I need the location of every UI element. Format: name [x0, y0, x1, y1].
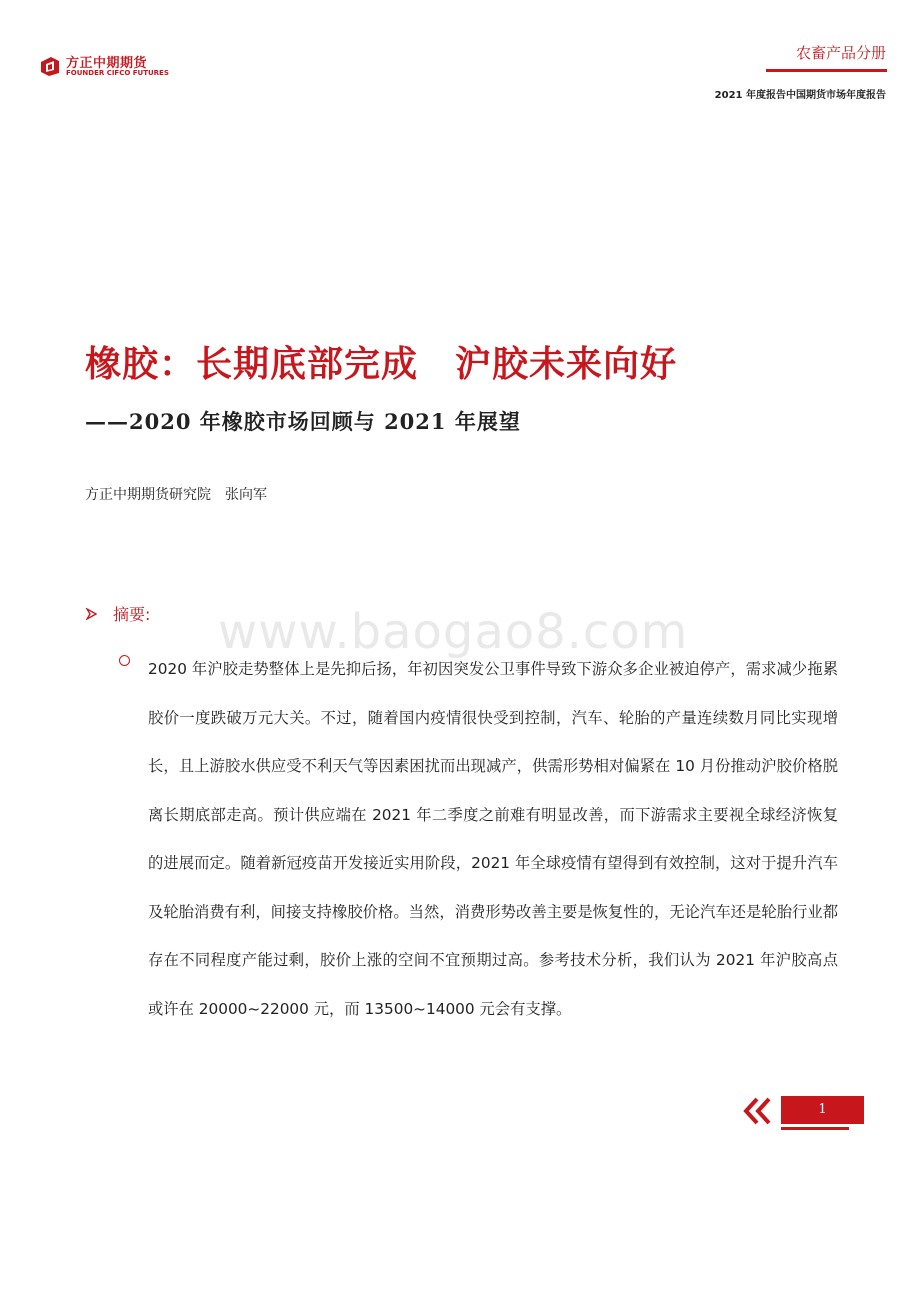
section-label: 农畜产品分册	[795, 44, 886, 62]
double-chevron-left-icon	[741, 1096, 777, 1126]
company-logo	[38, 52, 168, 82]
page-number: 1	[781, 1096, 864, 1124]
logo-chinese-name: 方正中期期货	[66, 56, 148, 71]
founder-logo-icon	[38, 54, 62, 78]
arrow-right-icon	[85, 605, 99, 624]
page-number-underline	[781, 1127, 849, 1130]
circle-bullet-icon	[119, 655, 130, 666]
page-indicator	[741, 1094, 866, 1134]
report-subtitle: 2021 年度报告中国期货市场年度报告	[714, 90, 886, 101]
page-subtitle: ——2020 年橡胶市场回顾与 2021 年展望	[85, 409, 521, 434]
abstract-heading	[85, 602, 150, 625]
abstract-heading-label: 摘要:	[113, 605, 151, 624]
watermark: www.baogao8.com	[218, 604, 689, 660]
page-title: 橡胶：长期底部完成 沪胶未来向好	[85, 344, 678, 385]
author-line: 方正中期期货研究院 张向军	[85, 487, 267, 503]
header-divider	[766, 69, 887, 72]
abstract-paragraph: 2020 年沪胶走势整体上是先抑后扬，年初因突发公卫事件导致下游众多企业被迫停产，需求减少拖累胶价一度跌破万元大关。不过，随着国内疫情很快受到控制，汽车、轮胎的产量连续数月同比实现增长，且上游胶水供应受不利天气等因素困扰而出现减产，供需形势相对偏紧在 10 月份推动沪胶价格脱离长期底部走高。预计供应端在 2021 年二季度之前难有明显改善，而下游需求主要视全球经济恢复的进展而定。随着新冠疫苗开发接近实用阶段，2021 年全球疫情有望得到有效控制，这对于提升汽车及轮胎消费有利，间接支持橡胶价格。当然，消费形势改善主要是恢复性的，无论汽车还是轮胎行业都存在不同程度产能过剩，胶价上涨的空间不宜预期过高。参考技术分析，我们认为 2021 年沪胶高点或许在 20000~22000 元，而 13500~14000 元会有支撑。	[148, 660, 838, 1018]
logo-english-name: FOUNDER CIFCO FUTURES	[66, 69, 169, 77]
